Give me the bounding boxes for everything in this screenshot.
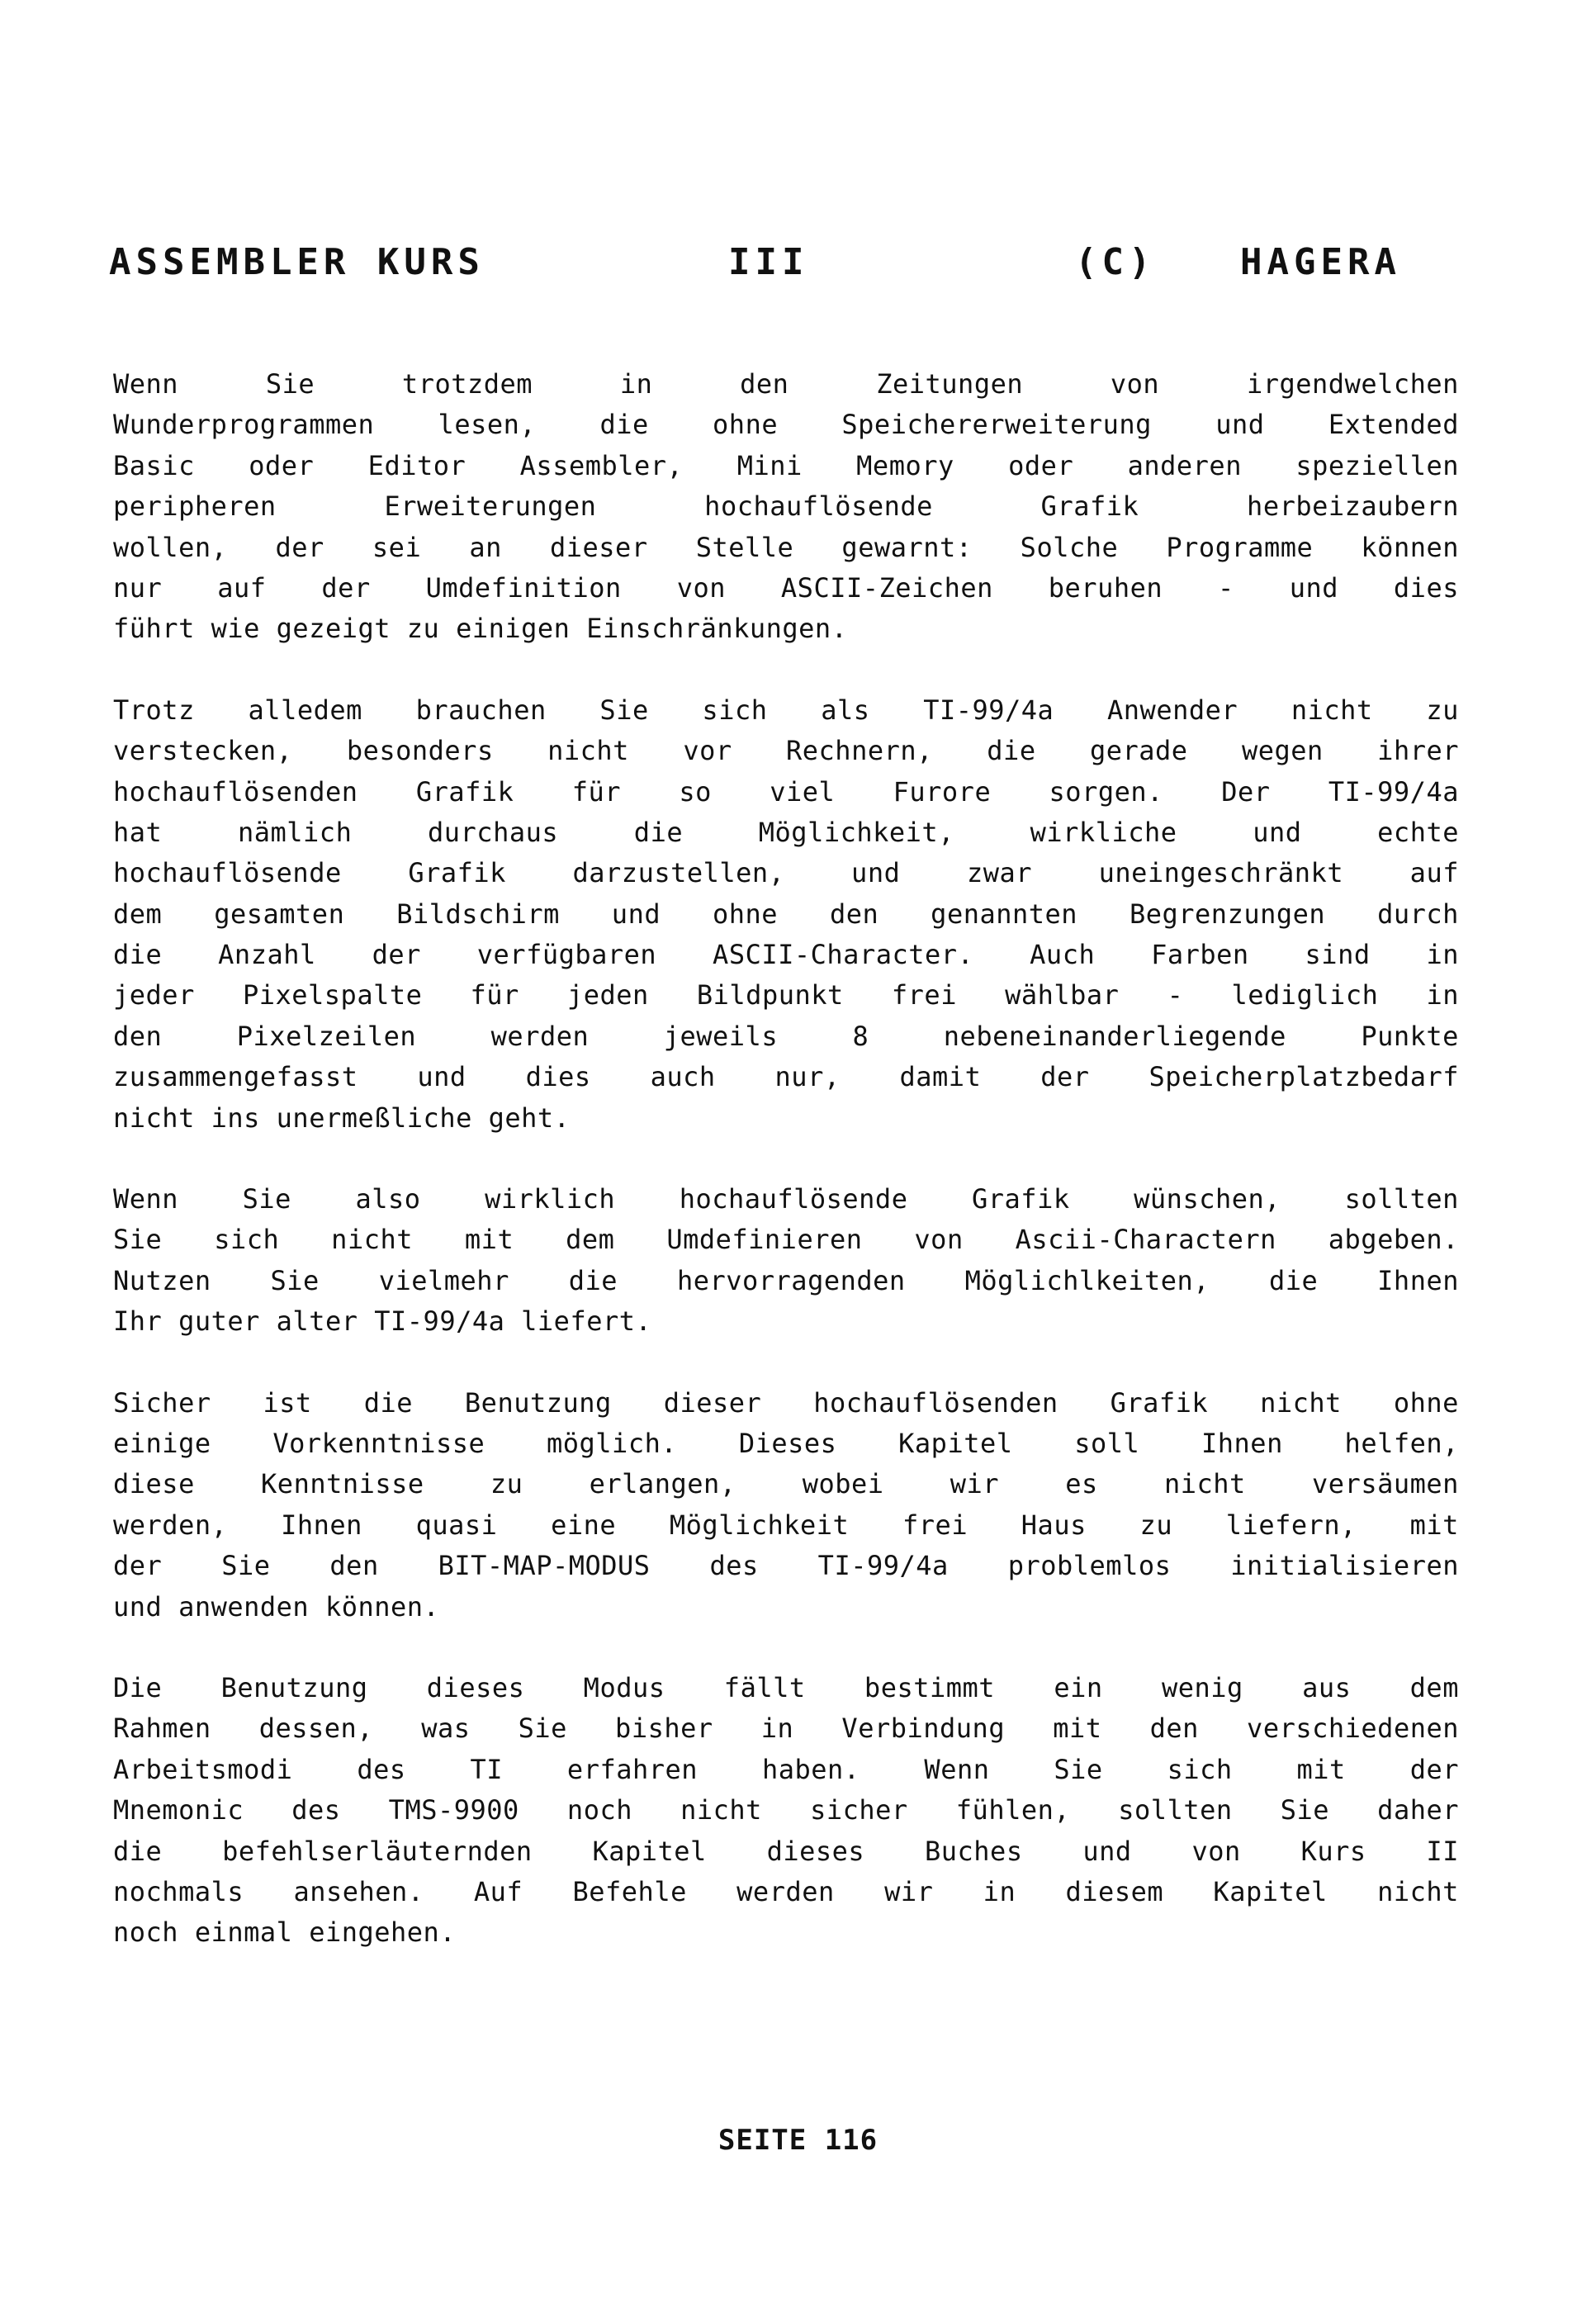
text-line: diese Kenntnisse zu erlangen, wobei wir es nicht versäumen — [113, 1468, 1459, 1500]
text-line: dem gesamten Bildschirm und ohne den genannten Begrenzungen durch — [113, 898, 1459, 930]
text-line: noch einmal eingehen. — [113, 1916, 457, 1949]
text-line: nur auf der Umdefinition von ASCII-Zeichen beruhen - und dies — [113, 571, 1459, 604]
text-line: verstecken, besonders nicht vor Rechnern, die gerade wegen ihrer — [113, 735, 1459, 767]
text-line: Sicher ist die Benutzung dieser hochauflösenden Grafik nicht ohne — [113, 1386, 1459, 1419]
text-line: Wunderprogrammen lesen, die ohne Speichererweiterung und Extended — [113, 409, 1459, 441]
text-line: Basic oder Editor Assembler, Mini Memory oder anderen speziellen — [113, 449, 1459, 481]
text-line: werden, Ihnen quasi eine Möglichkeit frei Haus zu liefern, mit — [113, 1509, 1459, 1541]
text-line: hat nämlich durchaus die Möglichkeit, wirkliche und echte — [113, 816, 1459, 848]
heading-copyright: (C) — [1075, 241, 1156, 283]
text-line: Rahmen dessen, was Sie bisher in Verbindung mit den verschiedenen — [113, 1713, 1459, 1745]
text-line: und anwenden können. — [113, 1590, 440, 1623]
text-line: führt wie gezeigt zu einigen Einschränkungen. — [113, 613, 848, 645]
text-line: Arbeitsmodi des TI erfahren haben. Wenn Sie sich mit der — [113, 1753, 1459, 1785]
text-line: Trotz alledem brauchen Sie sich als TI-99/4a Anwender nicht zu — [113, 694, 1459, 726]
paragraph-1 — [113, 364, 1459, 650]
text-line: der Sie den BIT-MAP-MODUS des TI-99/4a problemlos initialisieren — [113, 1550, 1459, 1582]
text-line: Ihr guter alter TI-99/4a liefert. — [113, 1305, 652, 1338]
text-line: hochauflösende Grafik darzustellen, und zwar uneingeschränkt auf — [113, 857, 1459, 889]
text-line: Nutzen Sie vielmehr die hervorragenden Möglichlkeiten, die Ihnen — [113, 1264, 1459, 1296]
text-line: hochauflösenden Grafik für so viel Furore sorgen. Der TI-99/4a — [113, 775, 1459, 808]
page-number: SEITE 116 — [717, 2124, 879, 2157]
text-line: zusammengefasst und dies auch nur, damit der Speicherplatzbedarf — [113, 1061, 1459, 1093]
text-line: Wenn Sie trotzdem in den Zeitungen von irgendwelchen — [113, 368, 1459, 400]
text-line: die Anzahl der verfügbaren ASCII-Character. Auch Farben sind in — [113, 939, 1459, 971]
text-line: Sie sich nicht mit dem Umdefinieren von Ascii-Charactern abgeben. — [113, 1224, 1459, 1256]
text-line: peripheren Erweiterungen hochauflösende Grafik herbeizaubern — [113, 490, 1459, 523]
text-line: Mnemonic des TMS-9900 noch nicht sicher fühlen, sollten Sie daher — [113, 1794, 1459, 1826]
paragraph-4 — [113, 1383, 1459, 1627]
text-line: jeder Pixelspalte für jeden Bildpunkt frei wählbar - lediglich in — [113, 979, 1459, 1012]
text-line: nochmals ansehen. Auf Befehle werden wir in diesem Kapitel nicht — [113, 1875, 1459, 1907]
body-text — [113, 364, 1459, 1994]
heading-volume: III — [728, 241, 809, 283]
text-line: die befehlserläuternden Kapitel dieses Buches und von Kurs II — [113, 1835, 1459, 1867]
paragraph-5 — [113, 1668, 1459, 1954]
text-line: Die Benutzung dieses Modus fällt bestimmt ein wenig aus dem — [113, 1671, 1459, 1703]
text-line: Wenn Sie also wirklich hochauflösende Grafik wünschen, sollten — [113, 1183, 1459, 1215]
paragraph-2 — [113, 690, 1459, 1139]
text-line: einige Vorkenntnisse möglich. Dieses Kapitel soll Ihnen helfen, — [113, 1427, 1459, 1459]
heading-title: ASSEMBLER KURS — [109, 241, 485, 283]
text-line: wollen, der sei an dieser Stelle gewarnt: Solche Programme können — [113, 531, 1459, 563]
paragraph-3 — [113, 1179, 1459, 1343]
heading-author: HAGERA — [1240, 241, 1401, 283]
text-line: nicht ins unermeßliche geht. — [113, 1102, 571, 1134]
text-line: den Pixelzeilen werden jeweils 8 nebeneinanderliegende Punkte — [113, 1020, 1459, 1052]
